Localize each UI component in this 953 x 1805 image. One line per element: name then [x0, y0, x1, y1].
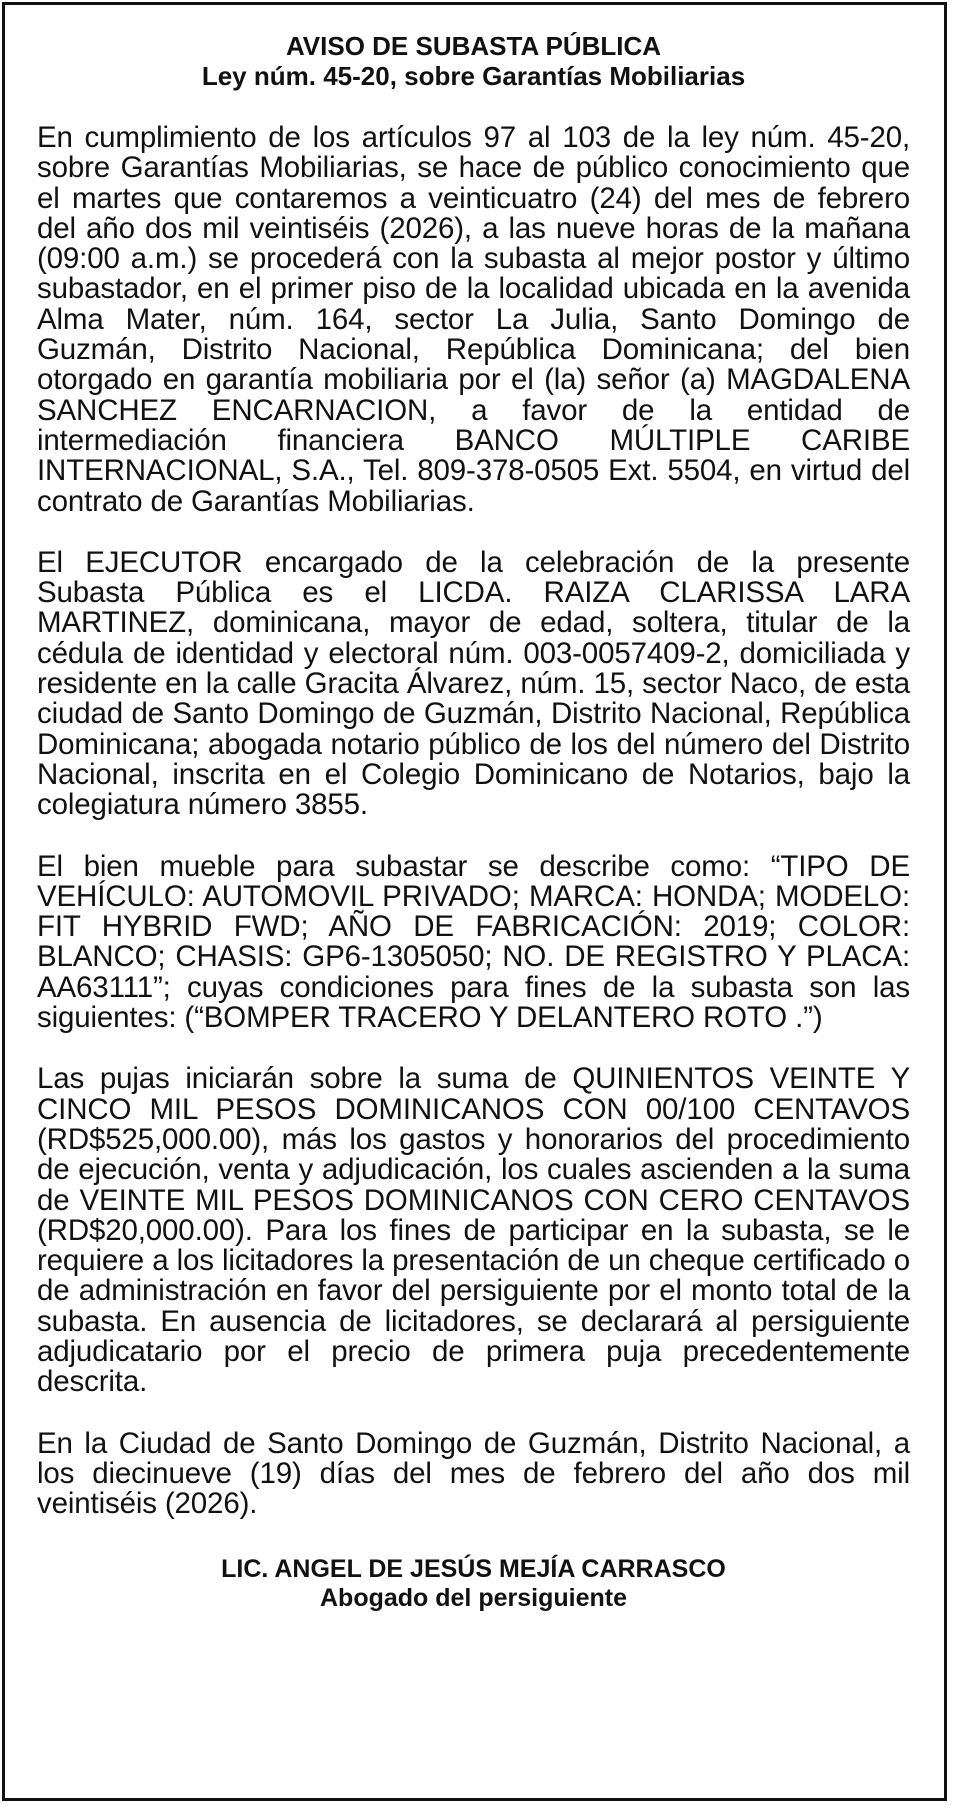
notice-body	[37, 123, 910, 1519]
notice-subtitle: Ley núm. 45-20, sobre Garantías Mobiliarias	[201, 61, 746, 91]
public-auction-notice	[2, 2, 947, 1801]
notice-title: AVISO DE SUBASTA PÚBLICA	[285, 31, 662, 61]
paragraph-auction-announcement: En cumplimiento de los artículos 97 al 103 de la ley núm. 45-20, sobre Garantías Mobiliarias, se hace de público conocimiento que el martes que contaremos a veinticuatro (24) del mes de febrero del año dos mil veintiséis (2026), a las nueve horas de la mañana (09:00 a.m.) se procederá con la subasta al mejor postor y último subastador, en el primer piso de la localidad ubicada en la avenida Alma Mater, núm. 164, sector La Julia, Santo Domingo de Guzmán, Distrito Nacional, República Dominicana; del bien otorgado en garantía mobiliaria por el (la) señor (a) MAGDALENA SANCHEZ ENCARNACION, a favor de la entidad de intermediación financiera BANCO MÚLTIPLE CARIBE INTERNACIONAL, S.A., Tel. 809-378-0505 Ext. 5504, en virtud del contrato de Garantías Mobiliarias.	[37, 121, 910, 518]
signature-block	[37, 1555, 910, 1613]
paragraph-vehicle-description: El bien mueble para subastar se describe como: “TIPO DE VEHÍCULO: AUTOMOVIL PRIVADO; MARCA: HONDA; MODELO: FIT HYBRID FWD; AÑO DE FABRICACIÓN: 2019; COLOR: BLANCO; CHASIS: GP6-1305050; NO. DE REGISTRO Y PLACA: AA63111”; cuyas condiciones para fines de la subasta son las siguientes: (“BOMPER TRACERO Y DELANTERO ROTO .”)	[37, 849, 910, 1035]
paragraph-executor: El EJECUTOR encargado de la celebración de la presente Subasta Pública es el LICDA. RAIZA CLARISSA LARA MARTINEZ, dominicana, mayor de edad, soltera, titular de la cédula de identidad y electoral núm. 003-0057409-2, domiciliada y residente en la calle Gracita Álvarez, núm. 15, sector Naco, de esta ciudad de Santo Domingo de Guzmán, Distrito Nacional, República Dominicana; abogada notario público de los del número del Distrito Nacional, inscrita en el Colegio Dominicano de Notarios, bajo la colegiatura número 3855.	[37, 545, 910, 822]
paragraph-bidding-terms: Las pujas iniciarán sobre la suma de QUINIENTOS VEINTE Y CINCO MIL PESOS DOMINICANOS CON 00/100 CENTAVOS (RD$525,000.00), más los gastos y honorarios del procedimiento de ejecución, venta y adjudicación, los cuales ascienden a la suma de VEINTE MIL PESOS DOMINICANOS CON CERO CENTAVOS (RD$20,000.00). Para los fines de participar en la subasta, se le requiere a los licitadores la presentación de un cheque certificado o de administración en favor del persiguiente por el monto total de la subasta. En ausencia de licitadores, se declarará al persiguiente adjudicatario por el precio de primera puja precedentemente descrita.	[37, 1062, 910, 1399]
signatory-role: Abogado del persiguiente	[320, 1584, 627, 1613]
notice-header	[37, 31, 910, 91]
signatory-name: LIC. ANGEL DE JESÚS MEJÍA CARRASCO	[221, 1555, 726, 1584]
paragraph-place-and-date: En la Ciudad de Santo Domingo de Guzmán, Distrito Nacional, a los diecinueve (19) días del mes de febrero del año dos mil veintiséis (2026).	[37, 1426, 910, 1521]
